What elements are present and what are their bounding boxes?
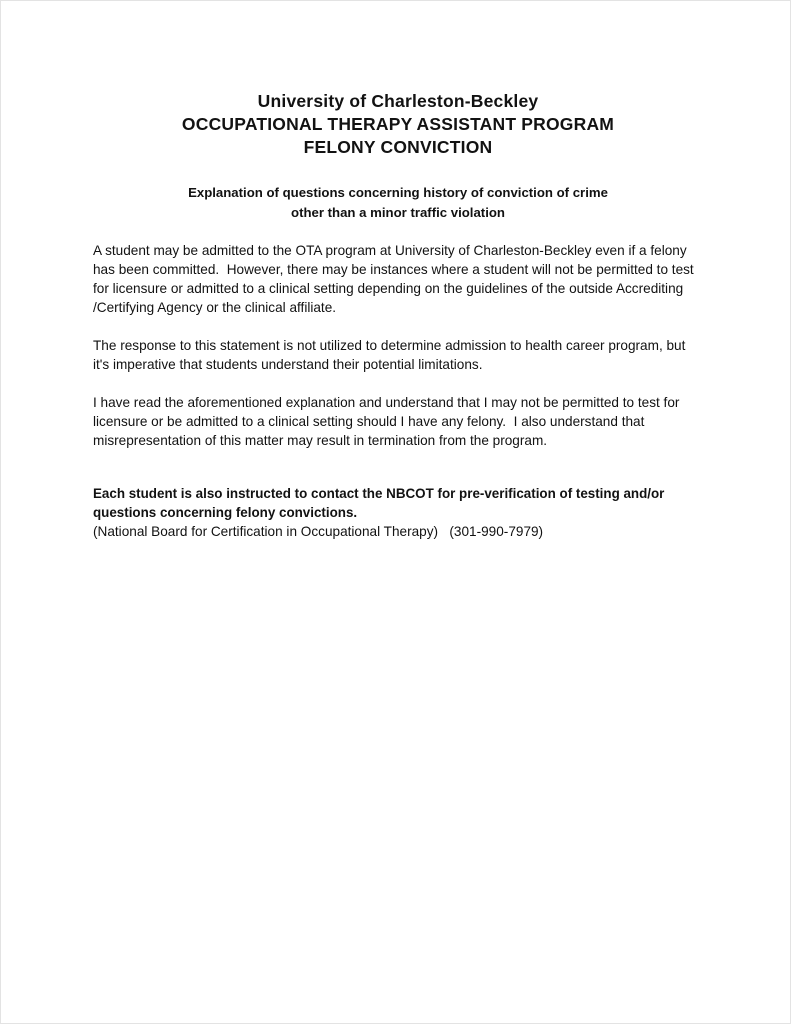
nbcot-notice-bold-text: Each student is also instructed to contact the NBCOT for pre-verification of testing and/or questions concerning felony convictions. <box>93 486 669 520</box>
subtitle-line-1: Explanation of questions concerning history of conviction of crime <box>188 185 608 200</box>
nbcot-notice-block <box>93 484 703 541</box>
document-subtitle <box>93 183 703 223</box>
nbcot-contact-line: (National Board for Certification in Occupational Therapy) (301-990-7979) <box>93 524 544 539</box>
paragraph-acknowledgement: I have read the aforementioned explanation and understand that I may not be permitted to test for licensure or be admitted to a clinical setting should I have any felony. I also understand that misrepresentation of this matter may result in termination from the program. <box>93 395 684 448</box>
paragraph-admission-policy: A student may be admitted to the OTA program at University of Charleston-Beckley even if a felony has been committed. However, there may be instances where a student will not be permitted to test for licensure or admitted to a clinical setting depending on the guidelines of the outside Accrediting /Certifying Agency or the clinical affiliate. <box>93 243 698 315</box>
title-line-felony-conviction: FELONY CONVICTION <box>303 137 493 157</box>
paragraph-response-statement: The response to this statement is not utilized to determine admission to health career program, but it's imperative that students understand their potential limitations. <box>93 338 690 372</box>
document-title <box>93 90 703 159</box>
title-line-university: University of Charleston-Beckley <box>257 91 539 111</box>
subtitle-line-2: other than a minor traffic violation <box>291 205 505 220</box>
document-content <box>93 0 703 541</box>
title-line-program: OCCUPATIONAL THERAPY ASSISTANT PROGRAM <box>181 114 615 134</box>
